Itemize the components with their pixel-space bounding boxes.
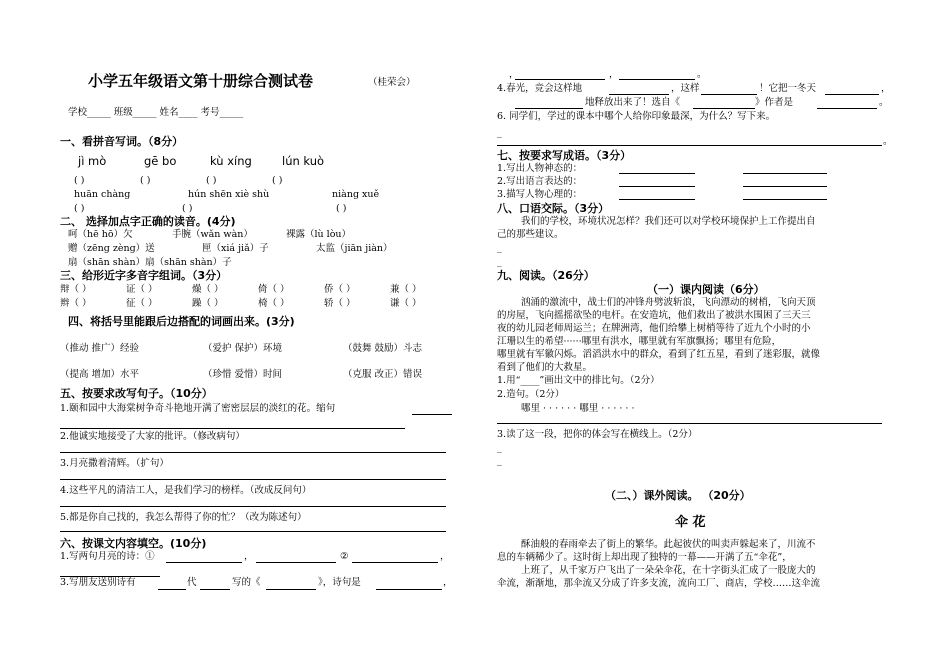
section-1-heading: 一、看拼音写词。（8分） xyxy=(60,135,184,148)
s9-para-5: 哪里就有军徽闪烁。滔滔洪水中的群众，看到了红五星，看到了迷彩服，就像 xyxy=(497,349,821,360)
s7-item-3: 3.描写人物心理的： xyxy=(497,189,583,200)
s3-b3: 躁（ ） xyxy=(192,298,224,309)
s7-blank-1b[interactable] xyxy=(743,173,827,174)
s2-item-2: 手腕（wǎn wàn） xyxy=(172,229,253,240)
s5-q2-answer-line[interactable] xyxy=(60,452,446,453)
bracket-2: ( ) xyxy=(140,175,151,186)
q4-part-d: 地释放出来了！选自《 xyxy=(585,97,681,108)
s6-q3-blank-2[interactable] xyxy=(200,589,230,590)
s3-b1: 辫（ ） xyxy=(60,298,92,309)
s2-item-6: 太监（jiān jiàn） xyxy=(316,243,393,254)
story-line-3: 上班了，从千家万户飞出了一朵朵伞花，在十字街头汇成了一股庞大的 xyxy=(521,565,816,576)
section-9-heading: 九、阅读。（26分） xyxy=(497,269,595,282)
q4-period: 。 xyxy=(879,97,889,108)
s6-q3d: 》，诗句是 xyxy=(318,577,361,588)
s4-b1: （提高 增加）水平 xyxy=(60,369,140,380)
top-blank-2[interactable] xyxy=(619,79,695,80)
s9-q2-pattern: 哪里 · · · · · · 哪里 · · · · · · xyxy=(521,403,635,414)
s7-blank-1a[interactable] xyxy=(619,173,695,174)
section-3-heading: 三、给形近字多音字组词。（3分） xyxy=(60,269,228,282)
q4-part-e: 》作者是 xyxy=(755,97,794,108)
s8-text-2: 己的那些建议。 xyxy=(497,229,564,240)
s9-sub-1: （一）课内阅读（6分） xyxy=(647,283,765,296)
s5-q5: 5.都是你自己找的，我怎么帮得了你的忙？（改为陈述句） xyxy=(60,512,307,523)
s5-q3: 3.月亮撒着清辉。（扩句） xyxy=(60,458,169,469)
q6-period: 。 xyxy=(883,136,893,147)
story-line-1: 酥油般的春雨牵去了街上的繁华。此起彼伏的叫卖声躲起来了，川流不 xyxy=(521,539,816,550)
s7-blank-2a[interactable] xyxy=(619,186,695,187)
s5-q1: 1.颐和园中大海棠树争奇斗艳地开满了密密层层的淡红的花。缩句 xyxy=(60,403,336,414)
bracket-3: ( ) xyxy=(206,175,217,186)
pinyin-3: kù xíng xyxy=(210,154,252,168)
s3-a6: 兼（ ） xyxy=(390,284,422,295)
s8-dash-1: _ xyxy=(497,242,502,253)
bracket-5: ( ) xyxy=(74,203,85,214)
s9-para-6: 看到了他们的大救星。 xyxy=(497,362,593,373)
s4-b3: （克服 改正）错误 xyxy=(343,369,423,380)
s7-item-1: 1.写出人物神态的： xyxy=(497,163,583,174)
pinyin-5: huān chàng xyxy=(74,189,131,200)
student-info: 学校_____ 班级_____ 姓名____ 考号_____ xyxy=(68,107,244,118)
s3-b6: 谦（ ） xyxy=(390,298,422,309)
s2-item-1: 呵（hē hō）欠 xyxy=(68,229,133,240)
s5-q3-answer-line[interactable] xyxy=(60,479,446,480)
q4-part-a: 4.春光，竞会这样地 xyxy=(497,83,583,94)
s9-q3-dash-2: _ xyxy=(497,455,502,466)
s8-dash-2: _ xyxy=(497,256,502,267)
top-period: 。 xyxy=(697,69,707,80)
s6-q1-blank-1[interactable] xyxy=(166,562,242,563)
bracket-4: ( ) xyxy=(272,175,283,186)
s6-q3-blank-1[interactable] xyxy=(158,589,186,590)
s9-sub-2: （二、）课外阅读。 （20分） xyxy=(605,489,751,502)
pinyin-6: hún shēn xiè shù xyxy=(188,189,270,200)
pinyin-4: lún kuò xyxy=(282,154,325,168)
left-column xyxy=(60,0,455,658)
s5-q5-answer-line[interactable] xyxy=(60,531,446,532)
s3-a1: 辩（ ） xyxy=(60,284,92,295)
q4-comma: ， xyxy=(881,83,891,94)
s9-q3: 3.读了这一段，把你的体会写在横线上。（2分） xyxy=(497,429,698,440)
section-6-heading: 六、按课文内容填空。(10分) xyxy=(60,537,207,550)
q4-blank-3[interactable] xyxy=(825,94,879,95)
s4-a3: （鼓舞 鼓励）斗志 xyxy=(343,343,423,354)
s2-item-7: 扇（shān shàn）扇（shān shàn）子 xyxy=(68,257,232,268)
exam-title: 小学五年级语文第十册综合测试卷 xyxy=(88,72,314,90)
story-line-2: 息的车辆稀少了。这时街上却出现了独特的一幕——开满了五“伞花”， xyxy=(497,552,792,563)
q4-blank-6[interactable] xyxy=(817,108,877,109)
section-8-heading: 八、口语交际。（3分） xyxy=(497,202,610,215)
s9-para-1: 汹涌的激流中，战士们的冲锋舟劈波斩浪，飞向漂动的树梢，飞向天顶 xyxy=(521,297,816,308)
s6-comma-2: ， xyxy=(440,551,450,562)
section-4-heading: 四、将括号里能跟后边搭配的词画出来。(3分) xyxy=(68,315,295,328)
q6-text: 6. 同学们，学过的课本中哪个人给你印象最深，为什么？写下来。 xyxy=(497,111,776,122)
s9-q1: 1.用“____”画出文中的排比句。（2分） xyxy=(497,375,660,386)
s2-item-4: 赠（zēng zèng）送 xyxy=(68,243,155,254)
s7-blank-3a[interactable] xyxy=(619,199,695,200)
q4-blank-1[interactable] xyxy=(609,94,669,95)
section-2-heading: 二、 选择加点字正确的读音。(4分) xyxy=(60,215,236,228)
s3-b5: 轿（ ） xyxy=(324,298,356,309)
q4-blank-5[interactable] xyxy=(693,108,755,109)
s3-a3: 燥（ ） xyxy=(192,284,224,295)
top-comma-2: ， xyxy=(609,69,619,80)
s6-q3-blank-4[interactable] xyxy=(376,589,442,590)
right-column xyxy=(497,0,892,658)
s5-q2: 2.他诚实地接受了大家的批评。（修改病句） xyxy=(60,431,245,442)
s3-b2: 征（ ） xyxy=(126,298,158,309)
s6-q1-blank-2[interactable] xyxy=(256,562,336,563)
s9-para-2: 的房屋，飞向摇摇欲坠的电杆。在安造坑，他们救出了被洪水围困了三天三 xyxy=(497,310,811,321)
s6-comma-3: ， xyxy=(443,577,453,588)
s3-b4: 椅（ ） xyxy=(258,298,290,309)
bracket-1: ( ) xyxy=(74,175,85,186)
s3-a4: 倚（ ） xyxy=(258,284,290,295)
q4-blank-2[interactable] xyxy=(701,94,757,95)
s7-blank-3b[interactable] xyxy=(743,199,827,200)
story-title: 伞 花 xyxy=(675,515,706,530)
q4-blank-4[interactable] xyxy=(515,108,583,109)
s4-a1: （推动 推广）经验 xyxy=(60,343,140,354)
s4-b2: （珍惜 爱惜）时间 xyxy=(203,369,283,380)
bracket-7: ( ) xyxy=(336,203,347,214)
s7-item-2: 2.写出语言表达的： xyxy=(497,176,583,187)
s6-q1-mark2: ② xyxy=(340,551,349,562)
story-line-4: 伞流，渐渐地，那伞流又分成了许多支流，流向工厂、商店，学校……这伞流 xyxy=(497,578,821,589)
section-7-heading: 七、按要求写成语。（3分） xyxy=(497,149,632,162)
s9-q2-answer-line[interactable] xyxy=(497,423,882,424)
s5-q1-answer-line[interactable] xyxy=(60,428,405,429)
q6-answer-line[interactable] xyxy=(497,145,882,146)
s6-q3-blank-3[interactable] xyxy=(266,589,316,590)
top-comma: ， xyxy=(509,69,519,80)
q4-part-b: ，这样 xyxy=(671,83,700,94)
pinyin-2: gē bo xyxy=(144,154,177,168)
s6-q3a: 3.写朋友送别诗有 xyxy=(60,577,136,588)
s2-item-5: 匣（xiá jiǎ）子 xyxy=(202,243,269,254)
s9-q3-dash-1: _ xyxy=(497,442,502,453)
q4-part-c: ！它把一冬天 xyxy=(759,83,817,94)
s6-q1-blank-3[interactable] xyxy=(352,562,438,563)
bracket-6: ( ) xyxy=(182,203,193,214)
section-5-heading: 五、按要求改写句子。（10分） xyxy=(60,387,213,400)
s9-q2: 2.造句。（2分） xyxy=(497,389,565,400)
s5-q4-answer-line[interactable] xyxy=(60,506,446,507)
s3-a2: 证（ ） xyxy=(126,284,158,295)
pinyin-7: niàng xuě xyxy=(332,189,380,200)
s9-para-4: 江珊以生的希望······哪里有洪水，哪里就有军旗飘扬；哪里有危险， xyxy=(497,336,782,347)
s6-q3b: 代 xyxy=(187,577,197,588)
s6-q1: 1.写两句月亮的诗：① xyxy=(60,551,155,562)
pinyin-1: jì mò xyxy=(78,154,107,168)
s3-a5: 侨（ ） xyxy=(324,284,356,295)
exam-author: （桂荣会） xyxy=(368,77,416,88)
s6-comma-1: ， xyxy=(244,551,254,562)
s7-blank-2b[interactable] xyxy=(743,186,827,187)
s6-q3c: 写的《 xyxy=(232,577,261,588)
s5-q1-blank[interactable] xyxy=(412,414,452,415)
s8-text-1: 我们的学校，环境状况怎样？我们还可以对学校环境保护上工作提出自 xyxy=(521,216,816,227)
s5-q4: 4.这些平凡的清洁工人，是我们学习的榜样。（改成反问句） xyxy=(60,485,312,496)
s4-a2: （爱护 保护）环境 xyxy=(203,343,283,354)
q6-dash: _ xyxy=(497,127,502,138)
top-blank-1[interactable] xyxy=(515,79,605,80)
s2-item-3: 裸露（lù lòu） xyxy=(286,229,352,240)
s9-para-3: 夜的幼儿园老师周运兰；在牌洲湾，他们给攀上树梢等待了近九个小时的小 xyxy=(497,323,811,334)
